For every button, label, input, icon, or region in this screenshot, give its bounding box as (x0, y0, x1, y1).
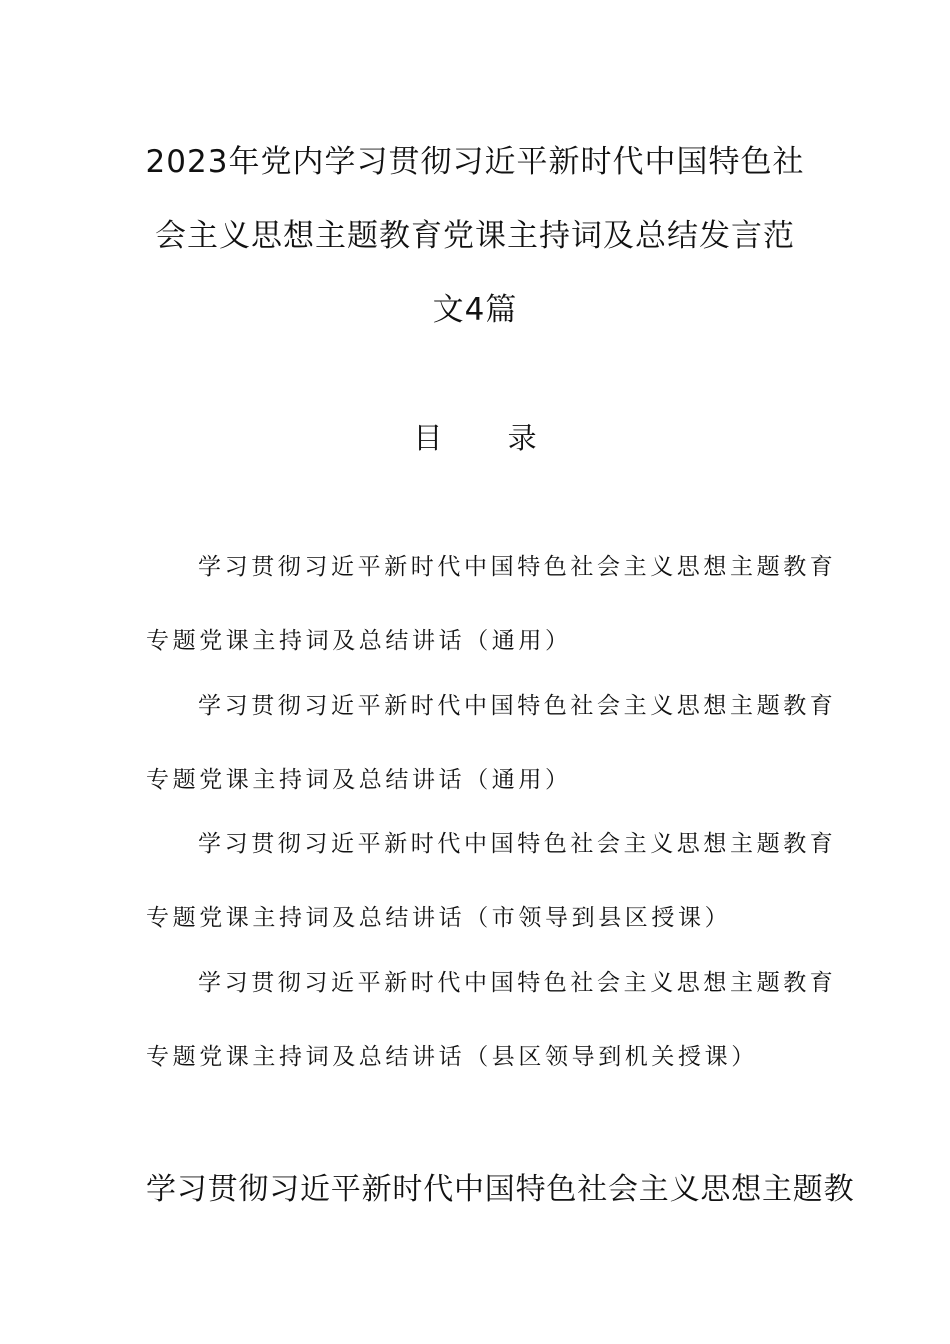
toc-entry-line-1: 学习贯彻习近平新时代中国特色社会主义思想主题教育 (198, 970, 837, 996)
section-heading: 学习贯彻习近平新时代中国特色社会主义思想主题教 (146, 1172, 855, 1207)
document-title-line-1: 2023年党内学习贯彻习近平新时代中国特色社 (145, 144, 805, 180)
toc-entry-line-1: 学习贯彻习近平新时代中国特色社会主义思想主题教育 (198, 831, 837, 857)
toc-entry-line-2: 专题党课主持词及总结讲话（通用） (146, 767, 572, 793)
toc-entry-line-1: 学习贯彻习近平新时代中国特色社会主义思想主题教育 (198, 554, 837, 580)
toc-entry-line-2: 专题党课主持词及总结讲话（县区领导到机关授课） (146, 1044, 758, 1070)
toc-entry-line-1: 学习贯彻习近平新时代中国特色社会主义思想主题教育 (198, 693, 837, 719)
toc-entry-line-2: 专题党课主持词及总结讲话（通用） (146, 628, 572, 654)
toc-entry-line-2: 专题党课主持词及总结讲话（市领导到县区授课） (146, 905, 732, 931)
toc-heading: 目 录 (413, 421, 565, 455)
document-title-line-3: 文4篇 (432, 292, 518, 328)
document-title-line-2: 会主义思想主题教育党课主持词及总结发言范 (155, 218, 795, 254)
